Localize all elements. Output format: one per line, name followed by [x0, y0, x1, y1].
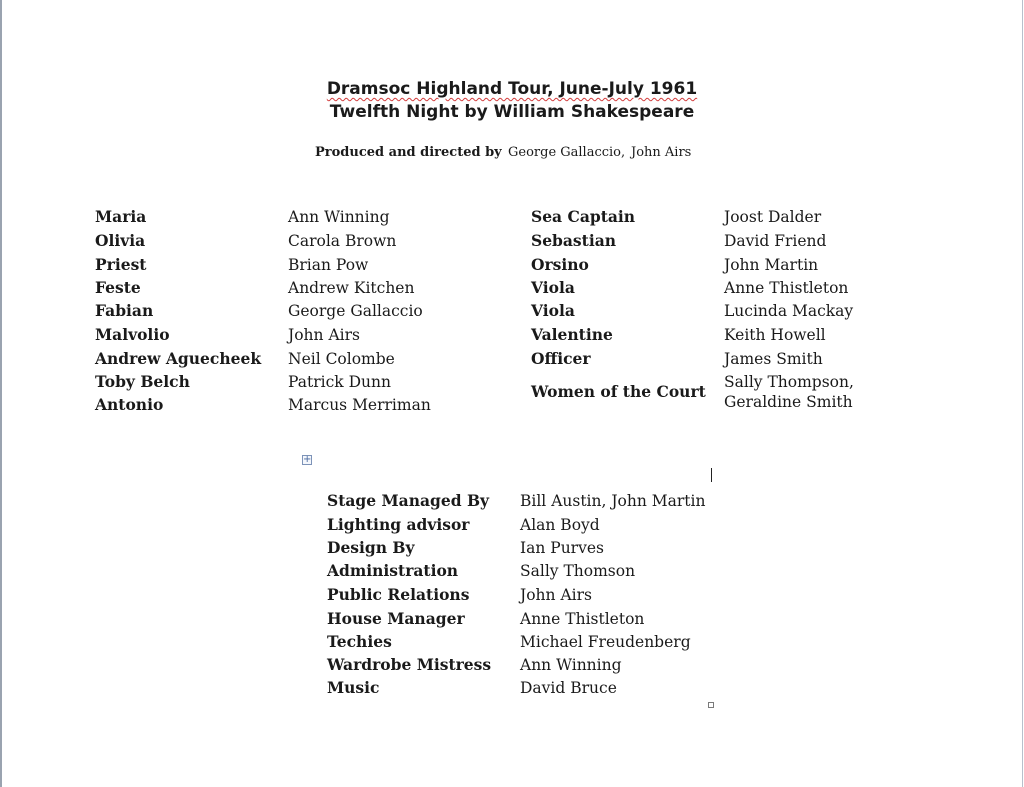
table-move-handle-icon[interactable]: + [303, 454, 312, 465]
title-line-1[interactable]: Dramsoc Highland Tour, June-July 1961 [326, 79, 698, 99]
cast-role[interactable]: Toby Belch [95, 372, 190, 391]
crew-name[interactable]: Ann Winning [520, 656, 622, 674]
crew-name[interactable]: Anne Thistleton [520, 610, 645, 628]
producer-name-2[interactable]: John Airs [631, 145, 692, 160]
cast-actor[interactable]: Ann Winning [288, 208, 390, 226]
cast-actor[interactable]: Neil Colombe [288, 350, 395, 368]
document-subtitle[interactable]: Twelfth Night by William Shakespeare [329, 102, 695, 122]
cast-actor[interactable]: Carola Brown [288, 232, 397, 250]
cast-role[interactable]: Orsino [531, 255, 589, 274]
crew-name[interactable]: Sally Thomson [520, 562, 636, 580]
cast-role[interactable]: Maria [95, 207, 147, 226]
cast-role[interactable]: Malvolio [95, 325, 170, 344]
cast-role[interactable]: Sebastian [531, 231, 617, 250]
cast-actor[interactable]: George Gallaccio [288, 302, 423, 320]
cast-actor[interactable]: John Martin [724, 256, 819, 274]
crew-role[interactable]: Public Relations [327, 585, 470, 604]
cast-role[interactable]: Sea Captain [531, 207, 636, 226]
cast-role[interactable]: Olivia [95, 231, 146, 250]
cast-actor[interactable]: Anne Thistleton [724, 279, 849, 297]
cast-actor-line-2[interactable]: Geraldine Smith [724, 393, 853, 411]
cast-actor-line-1[interactable]: Sally Thompson, [724, 373, 854, 391]
crew-role[interactable]: Design By [327, 538, 415, 557]
cast-actor[interactable]: Lucinda Mackay [724, 302, 854, 320]
cast-actor[interactable]: Andrew Kitchen [288, 279, 415, 297]
produced-label[interactable]: Produced and directed by [315, 145, 502, 160]
cast-role[interactable]: Priest [95, 255, 147, 274]
cast-role[interactable]: Antonio [95, 395, 164, 414]
cast-role[interactable]: Viola [531, 301, 575, 320]
crew-role[interactable]: Stage Managed By [327, 491, 490, 510]
producer-name-1[interactable]: George Gallaccio, [508, 145, 626, 160]
crew-name[interactable]: Bill Austin, John Martin [520, 492, 706, 510]
cast-role[interactable]: Andrew Aguecheek [95, 349, 262, 368]
crew-name[interactable]: Alan Boyd [520, 516, 600, 534]
cast-role[interactable]: Valentine [531, 325, 613, 344]
cast-role[interactable]: Fabian [95, 301, 154, 320]
cast-actor[interactable]: Brian Pow [288, 256, 369, 274]
cast-role[interactable]: Women of the Court [531, 382, 706, 401]
crew-role[interactable]: House Manager [327, 609, 465, 628]
cast-role[interactable]: Officer [531, 349, 591, 368]
cast-actor[interactable]: Marcus Merriman [288, 396, 431, 414]
cast-actor[interactable]: James Smith [724, 350, 823, 368]
crew-role[interactable]: Techies [327, 632, 392, 651]
cast-actor[interactable]: Patrick Dunn [288, 373, 391, 391]
crew-role[interactable]: Music [327, 678, 380, 697]
table-resize-handle[interactable] [708, 702, 714, 708]
cast-actor[interactable]: John Airs [288, 326, 360, 344]
cast-role[interactable]: Viola [531, 278, 575, 297]
crew-name[interactable]: Michael Freudenberg [520, 633, 691, 651]
cast-role[interactable]: Feste [95, 278, 141, 297]
crew-role[interactable]: Wardrobe Mistress [327, 655, 492, 674]
crew-role[interactable]: Administration [327, 561, 459, 580]
cast-actor[interactable]: Keith Howell [724, 326, 826, 344]
text-cursor [711, 468, 712, 482]
cast-actor[interactable]: David Friend [724, 232, 827, 250]
crew-name[interactable]: David Bruce [520, 679, 617, 697]
document-title[interactable] [0, 79, 1024, 99]
crew-role[interactable]: Lighting advisor [327, 515, 470, 534]
crew-name[interactable]: John Airs [520, 586, 592, 604]
cast-actor[interactable]: Joost Dalder [724, 208, 822, 226]
crew-name[interactable]: Ian Purves [520, 539, 604, 557]
